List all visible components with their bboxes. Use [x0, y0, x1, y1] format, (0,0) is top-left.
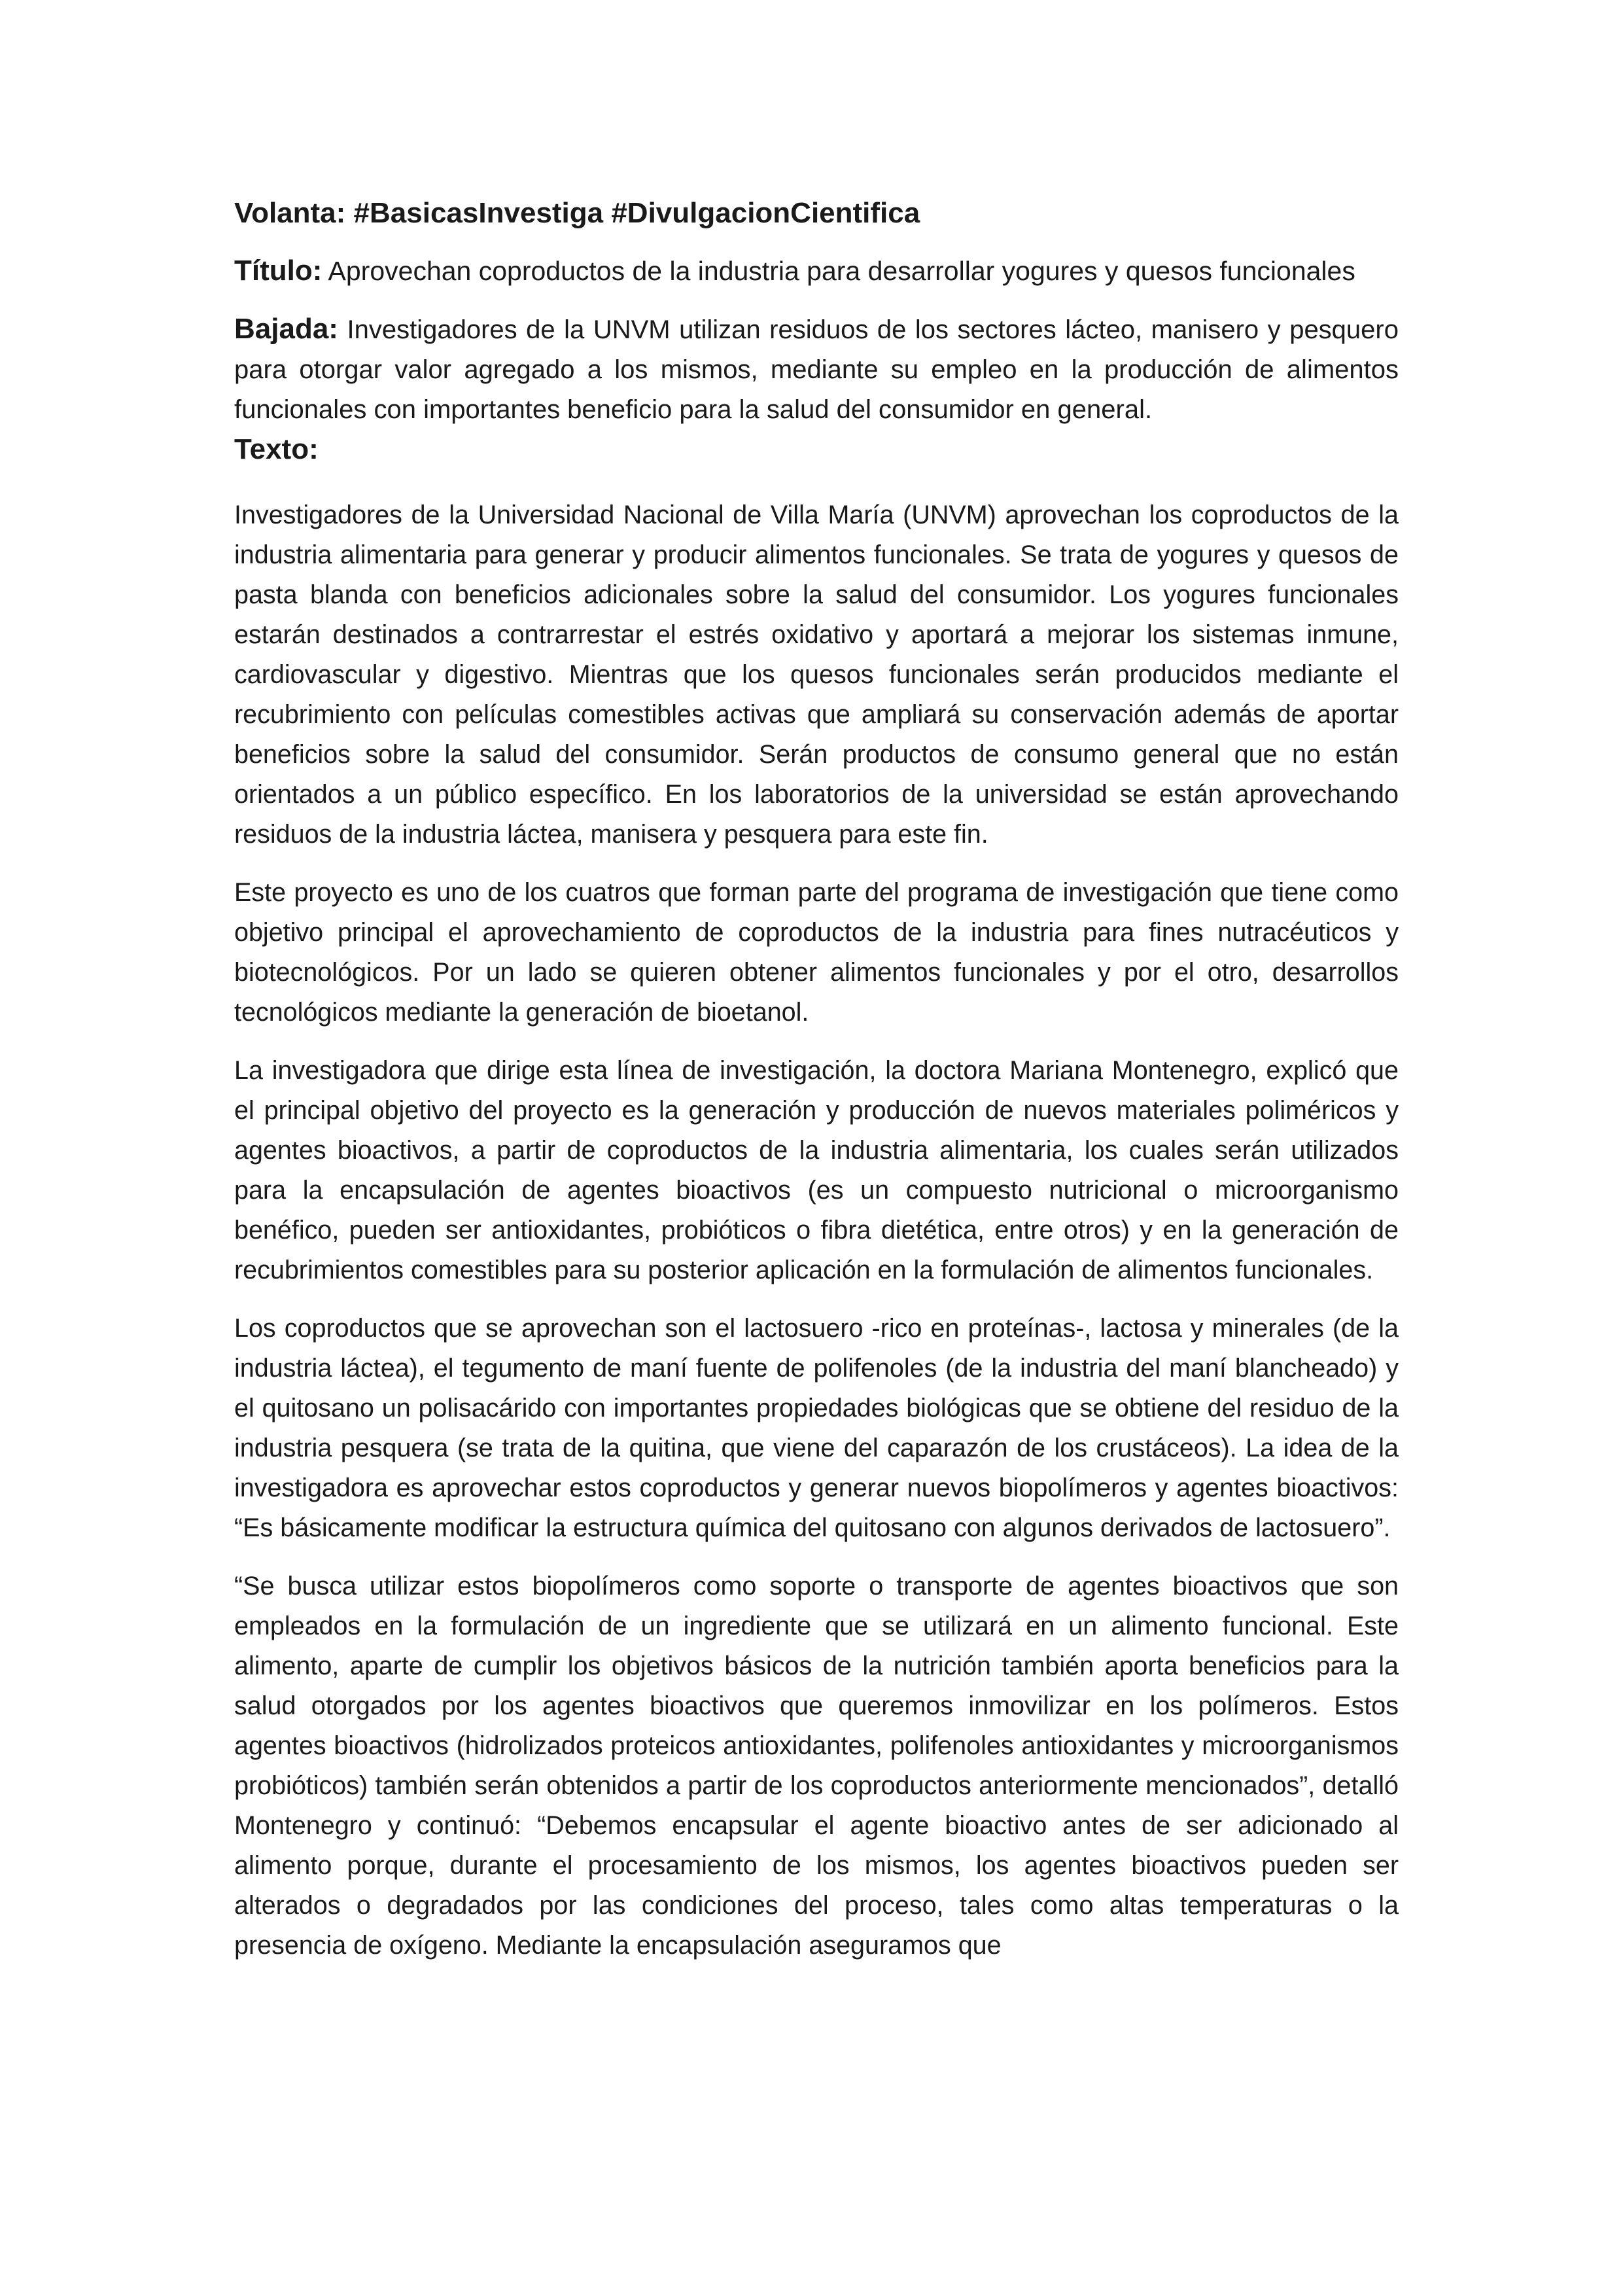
bajada-text: Investigadores de la UNVM utilizan residuos de los sectores lácteo, manisero y pesquero para otorgar valor agregado a los mismos, mediante su empleo en la producción de alimentos funcionales con importantes beneficio para la salud del consumidor en general. — [234, 315, 1399, 424]
volanta-line — [234, 194, 1399, 233]
bajada-paragraph — [234, 309, 1399, 430]
volanta-hashtags: #BasicasInvestiga #DivulgacionCientifica — [353, 197, 920, 229]
titulo-label: Título: — [234, 255, 323, 287]
titulo-line — [234, 251, 1399, 291]
body-paragraph-4: Los coproductos que se aprovechan son el lactosuero -rico en proteínas-, lactosa y minerales (de la industria láctea), el tegumento de maní fuente de polifenoles (de la industria del maní blancheado) y el quitosano un polisacárido con importantes propiedades biológicas que se obtiene del residuo de la industria pesquera (se trata de la quitina, que viene del caparazón de los crustáceos). La idea de la investigadora es aprovechar estos coproductos y generar nuevos biopolímeros y agentes bioactivos: “Es básicamente modificar la estructura química del quitosano con algunos derivados de lactosuero”. — [234, 1314, 1399, 1542]
volanta-label: Volanta: — [234, 197, 346, 229]
body-paragraph-1: Investigadores de la Universidad Nacional de Villa María (UNVM) aprovechan los coproductos de la industria alimentaria para generar y producir alimentos funcionales. Se trata de yogures y quesos de pasta blanda con beneficios adicionales sobre la salud del consumidor. Los yogures funcionales estarán destinados a contrarrestar el estrés oxidativo y aportará a mejorar los sistemas inmune, cardiovascular y digestivo. Mientras que los quesos funcionales serán producidos mediante el recubrimiento con películas comestibles activas que ampliará su conservación además de aportar beneficios sobre la salud del consumidor. Serán productos de consumo general que no están orientados a un público específico. En los laboratorios de la universidad se están aprovechando residuos de la industria láctea, manisera y pesquera para este fin. — [234, 501, 1399, 849]
body-paragraph-2: Este proyecto es uno de los cuatros que forman parte del programa de investigación que tiene como objetivo principal el aprovechamiento de coproductos de la industria para fines nutracéuticos y biotecnológicos. Por un lado se quieren obtener alimentos funcionales y por el otro, desarrollos tecnológicos mediante la generación de bioetanol. — [234, 878, 1399, 1027]
titulo-text: Aprovechan coproductos de la industria para desarrollar yogures y quesos funcionales — [328, 256, 1355, 286]
document-page — [234, 194, 1399, 1984]
texto-heading: Texto: — [234, 433, 319, 465]
body-paragraph-3: La investigadora que dirige esta línea de investigación, la doctora Mariana Montenegro, explicó que el principal objetivo del proyecto es la generación y producción de nuevos materiales poliméricos y agentes bioactivos, a partir de coproductos de la industria alimentaria, los cuales serán utilizados para la encapsulación de agentes bioactivos (es un compuesto nutricional o microorganismo benéfico, pueden ser antioxidantes, probióticos o fibra dietética, entre otros) y en la generación de recubrimientos comestibles para su posterior aplicación en la formulación de alimentos funcionales. — [234, 1056, 1399, 1284]
body-paragraph-5: “Se busca utilizar estos biopolímeros como soporte o transporte de agentes bioactivos que son empleados en la formulación de un ingrediente que se utilizará en un alimento funcional. Este alimento, aparte de cumplir los objetivos básicos de la nutrición también aporta beneficios para la salud otorgados por los agentes bioactivos que queremos inmovilizar en los polímeros. Estos agentes bioactivos (hidrolizados proteicos antioxidantes, polifenoles antioxidantes y microorganismos probióticos) también serán obtenidos a partir de los coproductos anteriormente mencionados”, detalló Montenegro y continuó: “Debemos encapsular el agente bioactivo antes de ser adicionado al alimento porque, durante el procesamiento de los mismos, los agentes bioactivos pueden ser alterados o degradados por las condiciones del proceso, tales como altas temperaturas o la presencia de oxígeno. Mediante la encapsulación aseguramos que — [234, 1572, 1399, 1960]
bajada-label: Bajada: — [234, 313, 338, 345]
